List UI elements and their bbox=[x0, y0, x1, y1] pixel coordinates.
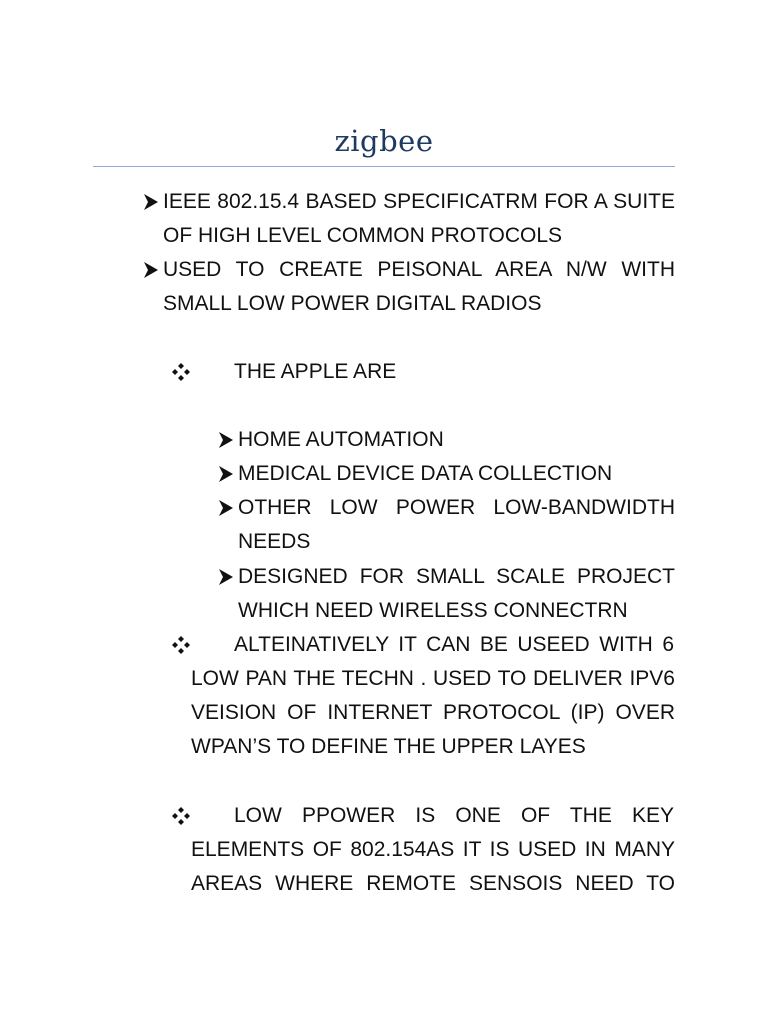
section-paragraph bbox=[191, 833, 675, 901]
bullet-item bbox=[163, 253, 675, 321]
title-underline bbox=[93, 166, 675, 167]
paragraph-line: LOW PAN THE TECHN . USED TO DELIVER IPV6 bbox=[191, 667, 675, 690]
sub-bullet-line: MEDICAL DEVICE DATA COLLECTION bbox=[238, 462, 613, 485]
sub-bullet-item bbox=[238, 457, 675, 491]
four-diamond-bullet-icon bbox=[171, 628, 193, 662]
bullet-item bbox=[163, 185, 675, 253]
bullet-line: IEEE 802.15.4 BASED SPECIFICATRM FOR A SUITE bbox=[163, 190, 675, 213]
arrowhead-bullet-icon bbox=[217, 423, 237, 457]
arrowhead-bullet-icon bbox=[142, 185, 162, 219]
section-paragraph bbox=[191, 662, 675, 765]
paragraph-line: WPAN’S TO DEFINE THE UPPER LAYES bbox=[191, 735, 586, 759]
sub-bullet-line: NEEDS bbox=[238, 530, 311, 554]
document-title: zigbee bbox=[334, 124, 434, 158]
sub-bullet-item bbox=[238, 560, 675, 628]
paragraph-line: AREAS WHERE REMOTE SENSOIS NEED TO bbox=[191, 872, 675, 896]
arrowhead-bullet-icon bbox=[217, 457, 237, 491]
bullet-line: USED TO CREATE PEISONAL AREA N/W WITH bbox=[163, 258, 675, 281]
arrowhead-bullet-icon bbox=[142, 253, 162, 287]
sub-bullet-line: OTHER LOW POWER LOW-BANDWIDTH bbox=[238, 496, 675, 519]
four-diamond-bullet-icon bbox=[171, 355, 193, 389]
four-diamond-bullet-icon bbox=[171, 799, 193, 833]
sub-bullet-line: HOME AUTOMATION bbox=[238, 428, 444, 451]
sub-bullet-item bbox=[238, 491, 675, 559]
sub-bullet-line: WHICH NEED WIRELESS CONNECTRN bbox=[238, 599, 628, 623]
paragraph-line: LOW PPOWER IS ONE OF THE KEY bbox=[234, 804, 674, 827]
section-paragraph-first-line bbox=[234, 799, 674, 833]
bullet-line: OF HIGH LEVEL COMMON PROTOCOLS bbox=[163, 224, 563, 248]
bullet-line: SMALL LOW POWER DIGITAL RADIOS bbox=[163, 292, 542, 316]
sub-bullet-line: DESIGNED FOR SMALL SCALE PROJECT bbox=[238, 565, 675, 588]
section-paragraph-first-line bbox=[234, 628, 674, 662]
section-heading bbox=[234, 355, 674, 389]
section-heading-text: THE APPLE ARE bbox=[234, 360, 397, 383]
paragraph-line: VEISION OF INTERNET PROTOCOL (IP) OVER bbox=[191, 701, 675, 725]
arrowhead-bullet-icon bbox=[217, 491, 237, 525]
sub-bullet-item bbox=[238, 423, 675, 457]
paragraph-line: ELEMENTS OF 802.154AS IT IS USED IN MANY bbox=[191, 838, 675, 861]
paragraph-line: ALTEINATIVELY IT CAN BE USEED WITH 6 bbox=[234, 633, 674, 656]
arrowhead-bullet-icon bbox=[217, 560, 237, 594]
